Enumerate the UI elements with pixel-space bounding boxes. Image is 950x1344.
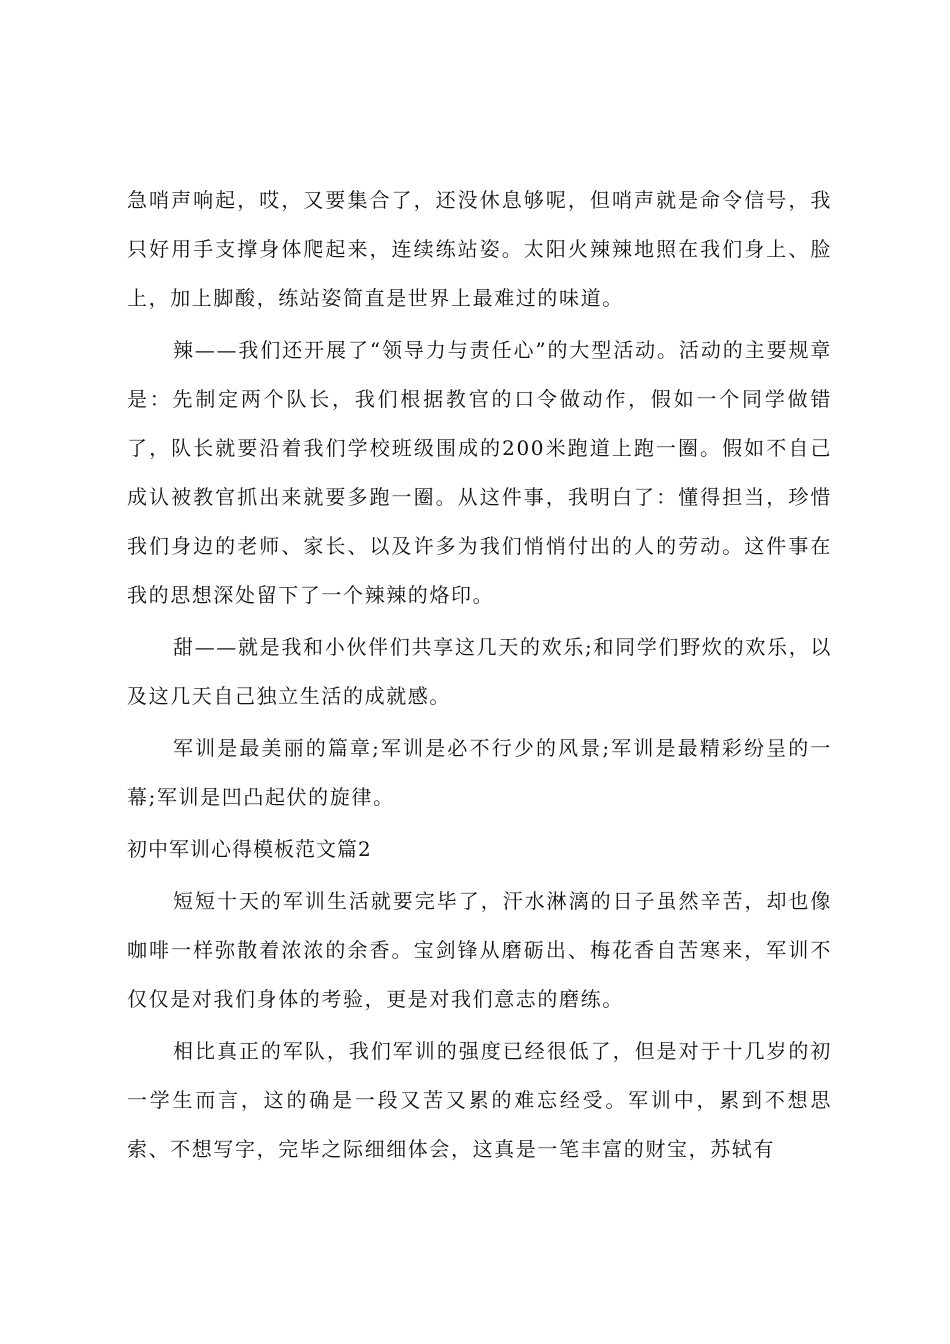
- paragraph-sweet: 甜——就是我和小伙伴们共享这几天的欢乐;和同学们野炊的欢乐，以及这几天自己独立生活的成就感。: [127, 635, 832, 708]
- paragraph-spicy: 辣——我们还开展了“领导力与责任心”的大型活动。活动的主要规章是：先制定两个队长，我们根据教官的口令做动作，假如一个同学做错了，队长就要沿着我们学校班级围成的200米跑道上跑一圈。假如不自己成认被教官抓出来就要多跑一圈。从这件事，我明白了：懂得担当，珍惜我们身边的老师、家长、以及许多为我们悄悄付出的人的劳动。这件事在我的思想深处留下了一个辣辣的烙印。: [127, 338, 832, 607]
- document-body: [127, 176, 832, 1177]
- paragraph-ten-days: 短短十天的军训生活就要完毕了，汗水淋漓的日子虽然辛苦，却也像咖啡一样弥散着浓浓的余香。宝剑锋从磨砺出、梅花香自苦寒来，军训不仅仅是对我们身体的考验，更是对我们意志的磨练。: [127, 889, 832, 1011]
- section-heading: 初中军训心得模板范文篇2: [127, 837, 372, 861]
- paragraph-summary: 军训是最美丽的篇章;军训是必不行少的风景;军训是最精彩纷呈的一幕;军训是凹凸起伏的旋律。: [127, 736, 832, 809]
- paragraph-whistle: 急哨声响起，哎，又要集合了，还没休息够呢，但哨声就是命令信号，我只好用手支撑身体爬起来，连续练站姿。太阳火辣辣地照在我们身上、脸上，加上脚酸，练站姿简直是世界上最难过的味道。: [127, 188, 832, 310]
- paragraph-comparison: 相比真正的军队，我们军训的强度已经很低了，但是对于十几岁的初一学生而言，这的确是一段又苦又累的难忘经受。军训中，累到不想思索、不想写字，完毕之际细细体会，这真是一笔丰富的财宝，苏轼有: [127, 1039, 832, 1161]
